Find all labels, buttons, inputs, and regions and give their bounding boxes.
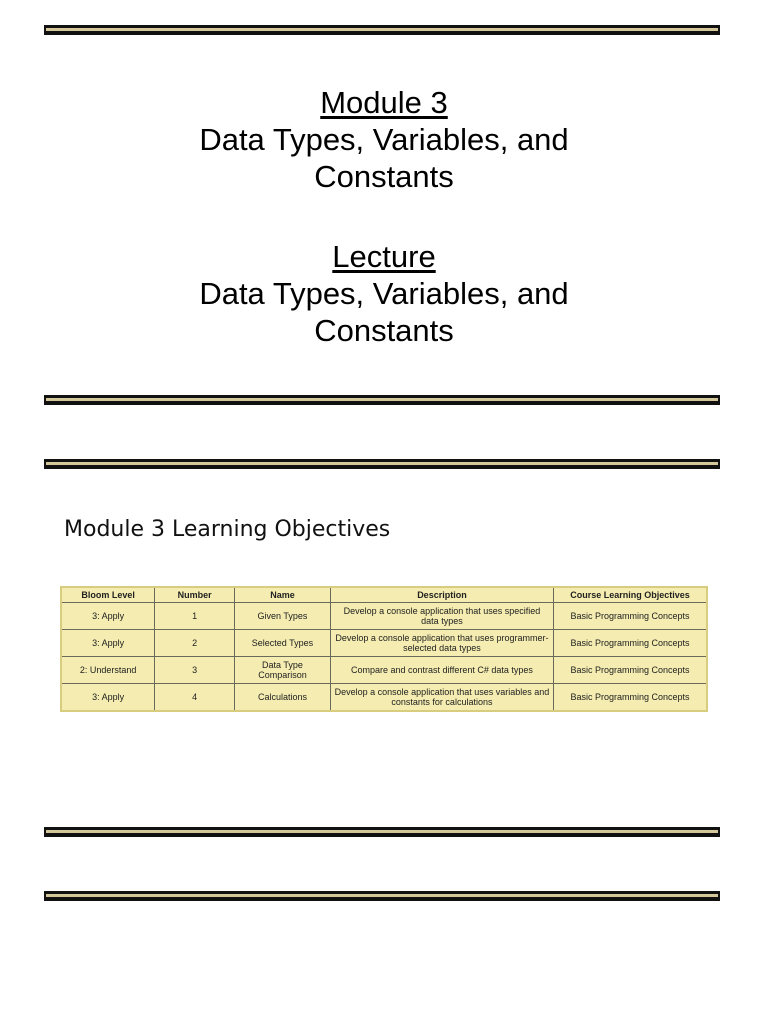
cell-course-objective: Basic Programming Concepts <box>553 657 707 684</box>
cell-description: Develop a console application that uses specified data types <box>330 603 553 630</box>
table-row <box>61 684 707 712</box>
table-row <box>61 657 707 684</box>
table-row <box>61 630 707 657</box>
cell-number: 4 <box>155 684 235 712</box>
cell-course-objective: Basic Programming Concepts <box>553 684 707 712</box>
cell-description: Compare and contrast different C# data types <box>330 657 553 684</box>
slide2-bottom-rule <box>44 827 720 837</box>
cell-number: 3 <box>155 657 235 684</box>
cell-course-objective: Basic Programming Concepts <box>553 603 707 630</box>
objectives-table <box>60 586 708 712</box>
cell-course-objective: Basic Programming Concepts <box>553 630 707 657</box>
slide2-top-rule <box>44 459 720 469</box>
header-bloom-level: Bloom Level <box>61 587 155 603</box>
cell-bloom-level: 2: Understand <box>61 657 155 684</box>
header-number: Number <box>155 587 235 603</box>
cell-name: Data Type Comparison <box>235 657 331 684</box>
slide3-top-rule <box>44 891 720 901</box>
module-subtitle: Data Types, Variables, and Constants <box>199 122 569 194</box>
cell-name: Calculations <box>235 684 331 712</box>
slide1-bottom-rule <box>44 395 720 405</box>
table-row <box>61 603 707 630</box>
objectives-heading: Module 3 Learning Objectives <box>64 517 391 542</box>
slide1-top-rule <box>44 25 720 35</box>
cell-description: Develop a console application that uses variables and constants for calculations <box>330 684 553 712</box>
cell-name: Given Types <box>235 603 331 630</box>
cell-bloom-level: 3: Apply <box>61 630 155 657</box>
header-course-objectives: Course Learning Objectives <box>553 587 707 603</box>
cell-number: 1 <box>155 603 235 630</box>
header-description: Description <box>330 587 553 603</box>
slide1-lecture-block <box>0 238 768 349</box>
cell-bloom-level: 3: Apply <box>61 684 155 712</box>
cell-bloom-level: 3: Apply <box>61 603 155 630</box>
slide1-title-block <box>0 84 768 195</box>
header-name: Name <box>235 587 331 603</box>
lecture-subtitle: Data Types, Variables, and Constants <box>199 276 569 348</box>
cell-description: Develop a console application that uses programmer-selected data types <box>330 630 553 657</box>
table-header-row <box>61 587 707 603</box>
cell-name: Selected Types <box>235 630 331 657</box>
cell-number: 2 <box>155 630 235 657</box>
lecture-heading: Lecture <box>332 239 436 274</box>
module-heading: Module 3 <box>320 85 448 120</box>
